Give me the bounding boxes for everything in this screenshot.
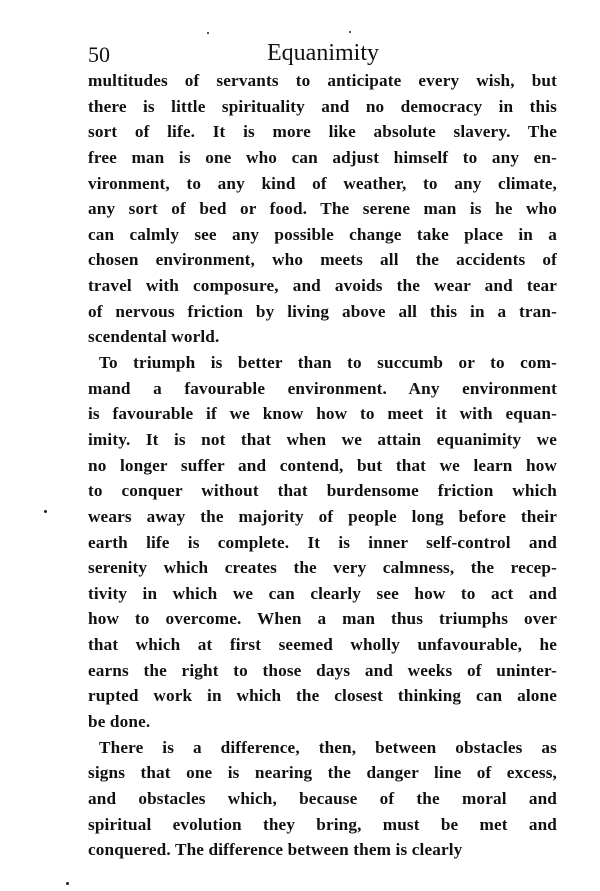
text-line: free man is one who can adjust himself to any en- bbox=[88, 147, 557, 167]
text-line: rupted work in which the closest thinking can alone bbox=[88, 686, 557, 706]
page-body-text bbox=[88, 68, 557, 863]
page-header bbox=[88, 40, 558, 70]
scan-speck bbox=[44, 510, 47, 513]
text-line: how to overcome. When a man thus triumphs over bbox=[88, 609, 557, 629]
text-line: There is a difference, then, between obstacles as bbox=[99, 737, 557, 757]
text-line: is favourable if we know how to meet it with equan- bbox=[88, 404, 557, 424]
text-line: to conquer without that burdensome friction which bbox=[88, 481, 557, 501]
text-line: mand a favourable environment. Any environment bbox=[88, 378, 557, 398]
text-line: spiritual evolution they bring, must be met and bbox=[88, 814, 557, 834]
text-line: serenity which creates the very calmness, the recep- bbox=[88, 558, 557, 578]
text-line: wears away the majority of people long before their bbox=[88, 506, 557, 526]
text-line: vironment, to any kind of weather, to any climate, bbox=[88, 173, 557, 193]
text-line: earth life is complete. It is inner self-control and bbox=[88, 532, 557, 552]
running-title: Equanimity bbox=[267, 40, 379, 66]
text-line: of nervous friction by living above all this in a tran- bbox=[88, 301, 557, 321]
text-line: tivity in which we can clearly see how to act and bbox=[88, 583, 557, 603]
text-line: earns the right to those days and weeks of uninter- bbox=[88, 660, 557, 680]
scan-speck bbox=[66, 882, 69, 885]
text-line: signs that one is nearing the danger line of excess, bbox=[88, 763, 557, 783]
text-line: scendental world. bbox=[88, 327, 220, 347]
text-line: travel with composure, and avoids the wear and tear bbox=[88, 276, 557, 296]
text-line: conquered. The difference between them is clearly bbox=[88, 840, 463, 860]
text-line: sort of life. It is more like absolute slavery. The bbox=[88, 122, 557, 142]
page-number: 50 bbox=[88, 42, 110, 67]
text-line: and obstacles which, because of the moral and bbox=[88, 788, 557, 808]
text-line: any sort of bed or food. The serene man is he who bbox=[88, 199, 557, 219]
paragraph bbox=[88, 68, 557, 350]
paragraph bbox=[88, 735, 557, 863]
text-line: can calmly see any possible change take place in a bbox=[88, 224, 557, 244]
scan-speck bbox=[207, 32, 209, 34]
text-line: there is little spirituality and no democracy in this bbox=[88, 96, 557, 116]
text-line: To triumph is better than to succumb or to com- bbox=[99, 353, 557, 373]
text-line: that which at first seemed wholly unfavourable, he bbox=[88, 635, 557, 655]
text-line: imity. It is not that when we attain equanimity we bbox=[88, 429, 557, 449]
text-line: multitudes of servants to anticipate every wish, but bbox=[88, 71, 557, 90]
text-line: chosen environment, who meets all the accidents of bbox=[88, 250, 557, 270]
text-line: no longer suffer and contend, but that we learn how bbox=[88, 455, 557, 475]
scan-speck bbox=[349, 31, 351, 33]
paragraph bbox=[88, 350, 557, 735]
text-line: be done. bbox=[88, 712, 151, 732]
